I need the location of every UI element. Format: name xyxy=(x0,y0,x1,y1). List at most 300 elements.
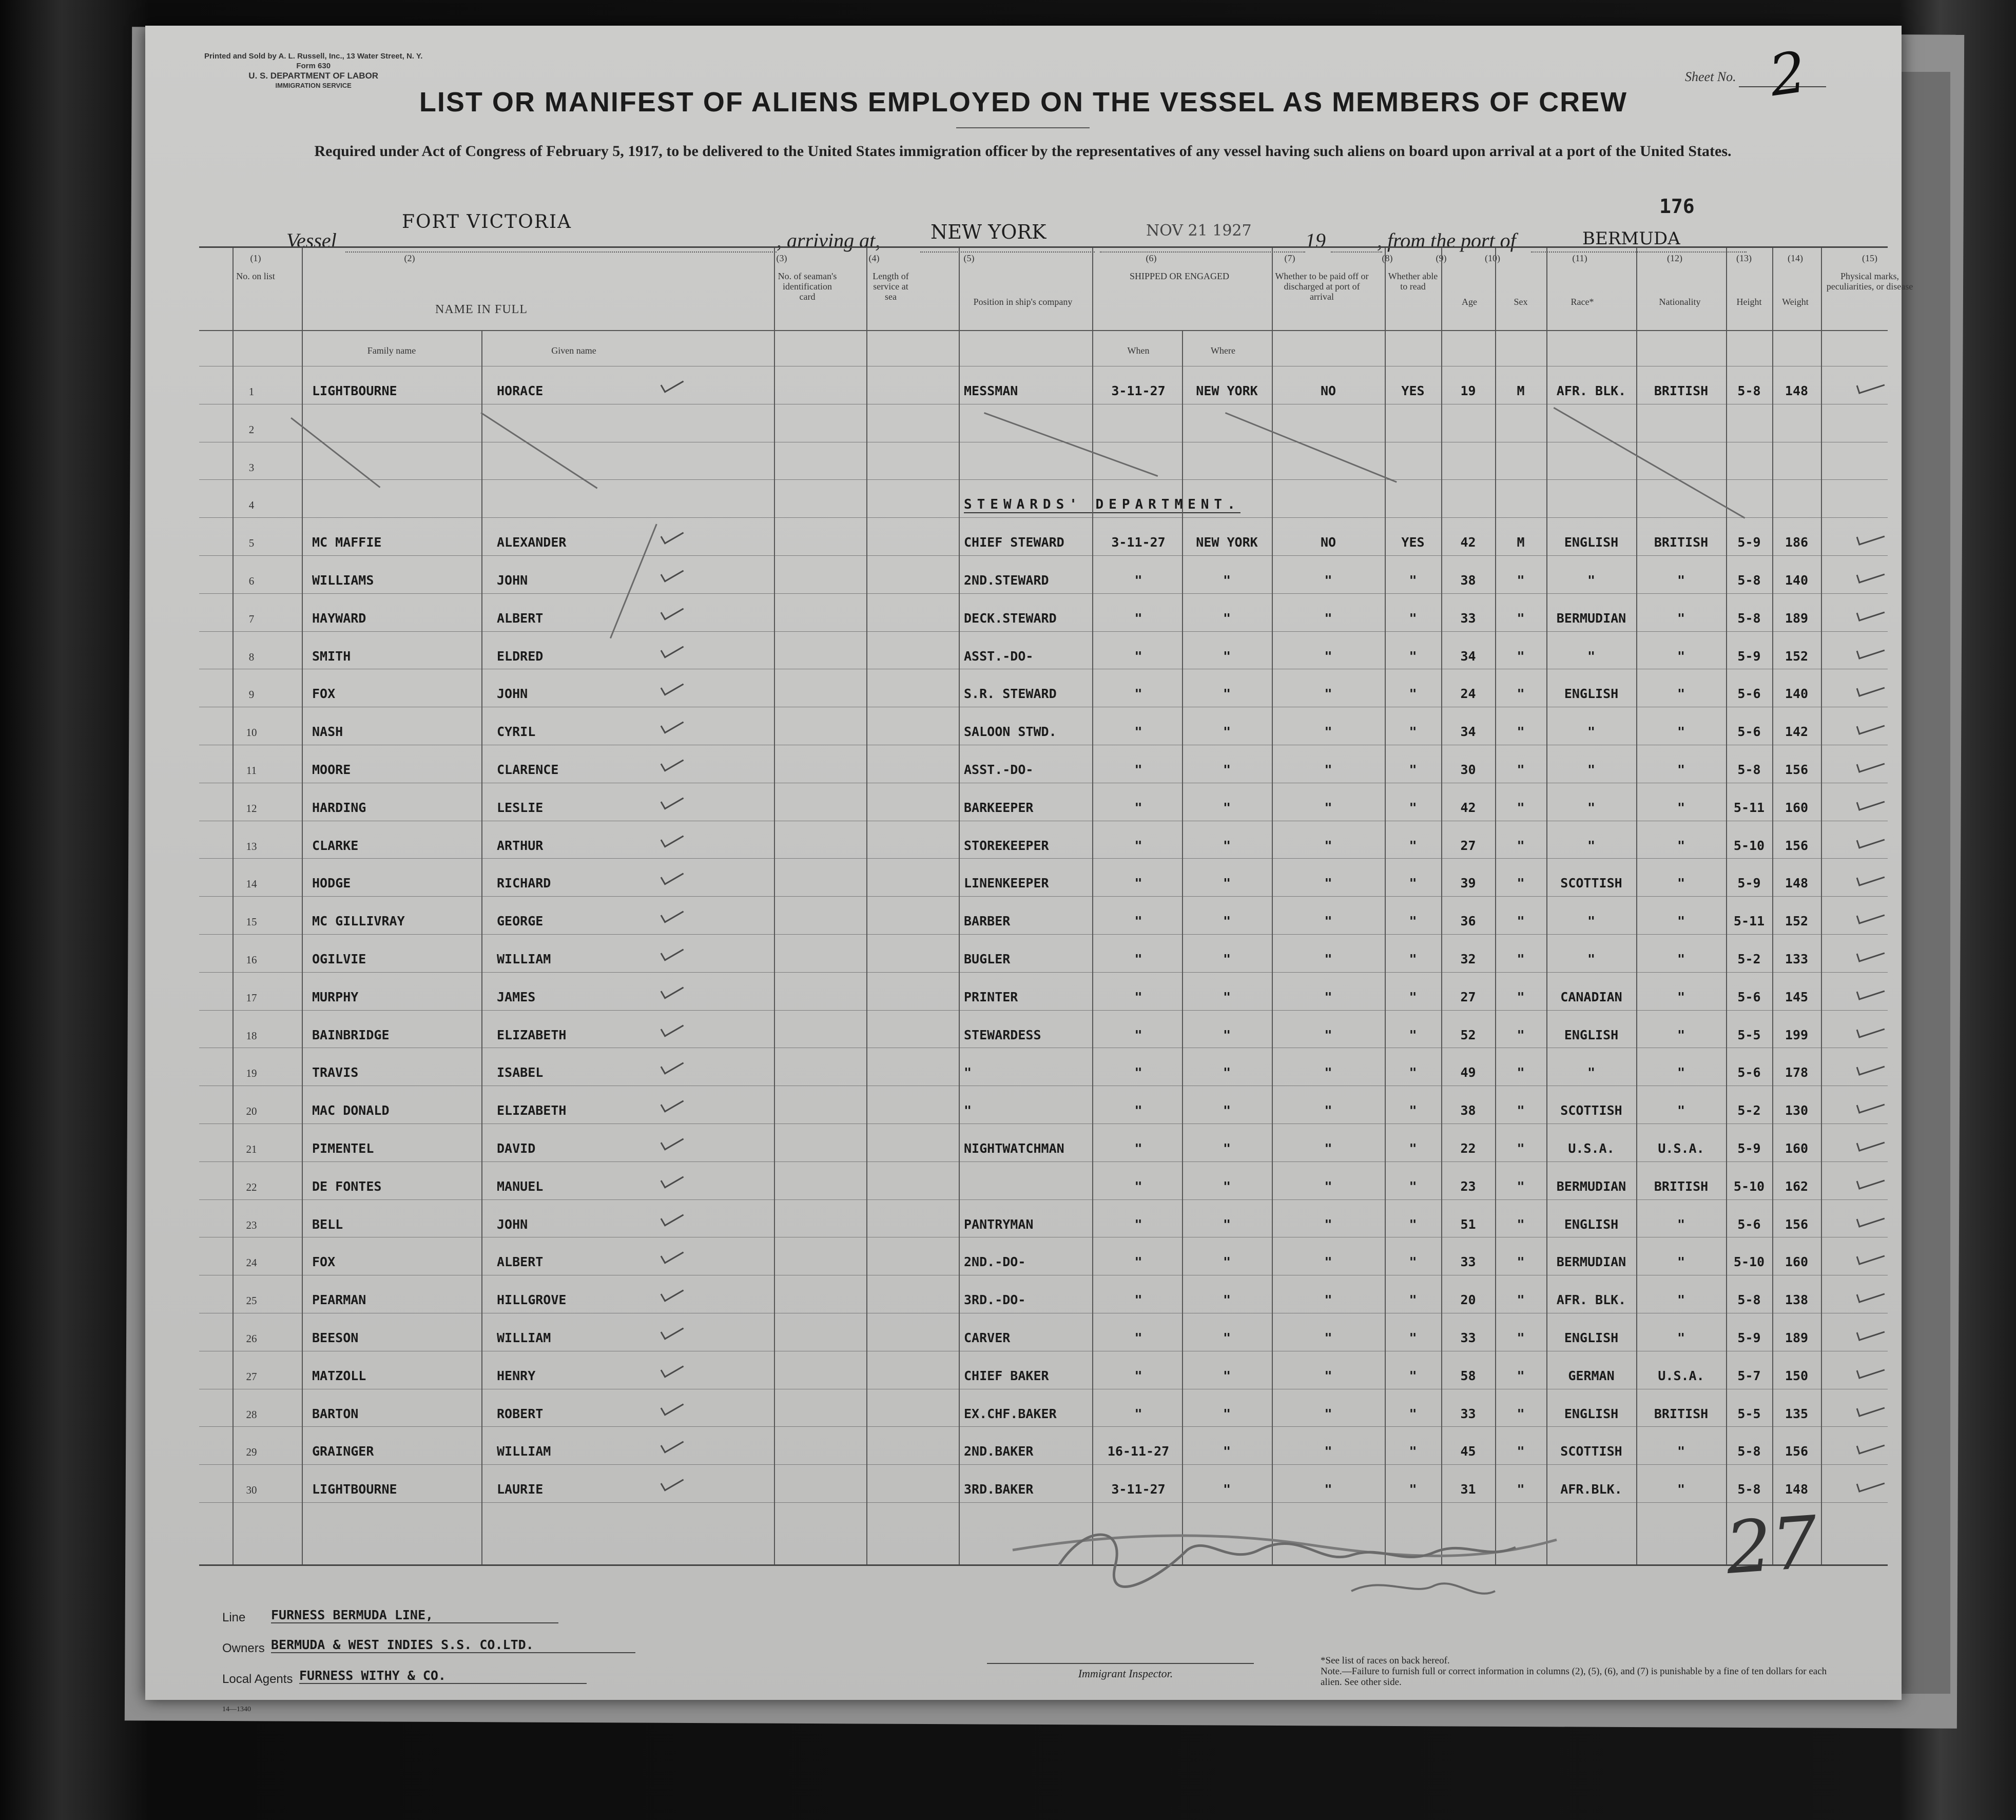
column-rule xyxy=(1546,248,1547,1564)
height-cell: 5-9 xyxy=(1737,648,1761,664)
paid-off-cell: " xyxy=(1324,1482,1332,1497)
race-cell: ENGLISH xyxy=(1564,1027,1619,1042)
weight-cell: 156 xyxy=(1785,1444,1809,1459)
race-cell: BERMUDIAN xyxy=(1556,1254,1626,1270)
column-rule xyxy=(1495,248,1496,1564)
age-cell: 31 xyxy=(1460,1482,1476,1497)
age-cell: 52 xyxy=(1460,1027,1476,1042)
race-cell: AFR. BLK. xyxy=(1556,1292,1626,1308)
shipped-where-cell: " xyxy=(1223,876,1231,891)
shipped-where-cell: " xyxy=(1223,1482,1231,1497)
row-number: 29 xyxy=(246,1446,257,1459)
position-cell: 2ND.STEWARD xyxy=(964,573,1049,588)
shipped-when-cell: " xyxy=(1134,952,1142,966)
from-port: BERMUDA xyxy=(1582,228,1680,249)
shipped-where-cell: " xyxy=(1223,573,1231,588)
family-name-cell: LIGHTBOURNE xyxy=(312,1482,397,1497)
nationality-cell: BRITISH xyxy=(1654,383,1709,398)
nationality-cell: " xyxy=(1677,648,1685,664)
column-rule xyxy=(866,248,867,1564)
checkmark-icon xyxy=(661,1170,684,1188)
weight-cell: 189 xyxy=(1785,610,1809,626)
weight-cell: 135 xyxy=(1785,1406,1809,1421)
height-cell: 5-6 xyxy=(1737,724,1761,740)
sex-cell: " xyxy=(1517,1482,1525,1497)
paid-off-cell: " xyxy=(1324,1444,1332,1459)
family-name-cell: BEESON xyxy=(312,1330,359,1345)
checkmark-icon xyxy=(1856,718,1885,735)
height-cell: 5-8 xyxy=(1737,383,1761,398)
paid-off-cell: " xyxy=(1324,1141,1332,1156)
pencil-stroke xyxy=(1554,407,1746,519)
checkmark-icon xyxy=(661,1435,684,1454)
inspector-signature xyxy=(992,1504,1608,1637)
height-cell: 5-8 xyxy=(1737,1292,1761,1308)
nationality-cell: " xyxy=(1677,876,1685,891)
family-name-cell: GRAINGER xyxy=(312,1444,374,1459)
checkmark-icon xyxy=(661,905,684,923)
pencil-stroke xyxy=(480,412,597,489)
sex-cell: " xyxy=(1517,838,1525,853)
title-rule xyxy=(956,127,1090,128)
height-cell: 5-9 xyxy=(1737,535,1761,550)
age-cell: 33 xyxy=(1460,1406,1476,1421)
paid-off-cell: " xyxy=(1324,1368,1332,1383)
column-header-when: When xyxy=(1127,345,1150,356)
shipped-when-cell: " xyxy=(1134,686,1142,702)
shipped-where-cell: " xyxy=(1223,686,1231,702)
checkmark-icon xyxy=(661,715,684,734)
nationality-cell: " xyxy=(1677,1482,1685,1497)
position-cell: ASST.-DO- xyxy=(964,648,1034,664)
vessel-name: FORT VICTORIA xyxy=(402,211,572,233)
row-rule xyxy=(199,1161,1888,1162)
given-name-cell: JOHN xyxy=(497,573,528,588)
column-header-nationality: Nationality xyxy=(1659,297,1701,307)
row-number: 25 xyxy=(246,1294,257,1307)
position-cell: " xyxy=(964,1065,972,1080)
shipped-when-cell: " xyxy=(1134,573,1142,588)
height-cell: 5-8 xyxy=(1737,1482,1761,1497)
paid-off-cell: " xyxy=(1324,610,1332,626)
height-cell: 5-6 xyxy=(1737,989,1761,1004)
sex-cell: " xyxy=(1517,914,1525,929)
family-name-cell: OGILVIE xyxy=(312,952,366,966)
race-cell: ENGLISH xyxy=(1564,535,1619,550)
checkmark-icon xyxy=(1856,1059,1885,1076)
row-rule xyxy=(199,555,1888,556)
nationality-cell: " xyxy=(1677,952,1685,966)
shipped-when-cell: " xyxy=(1134,914,1142,929)
column-number: (13) xyxy=(1736,253,1752,263)
weight-cell: 140 xyxy=(1785,686,1809,702)
shipped-where-cell: " xyxy=(1223,648,1231,664)
given-name-cell: JOHN xyxy=(497,1216,528,1232)
age-cell: 33 xyxy=(1460,1254,1476,1270)
checkmark-icon xyxy=(1856,983,1885,1000)
checkmark-icon xyxy=(1856,794,1885,811)
paid-off-cell: " xyxy=(1324,914,1332,929)
age-cell: 33 xyxy=(1460,1330,1476,1345)
column-number: (7) xyxy=(1284,253,1295,263)
checkmark-icon xyxy=(1856,1286,1885,1303)
age-cell: 20 xyxy=(1460,1292,1476,1308)
able-read-cell: " xyxy=(1409,1482,1417,1497)
race-cell: AFR.BLK. xyxy=(1560,1482,1622,1497)
sex-cell: " xyxy=(1517,1330,1525,1345)
row-number: 13 xyxy=(246,840,257,853)
position-cell: NIGHTWATCHMAN xyxy=(964,1141,1064,1156)
height-cell: 5-5 xyxy=(1737,1406,1761,1421)
age-cell: 32 xyxy=(1460,952,1476,966)
sex-cell: " xyxy=(1517,610,1525,626)
sex-cell: " xyxy=(1517,1368,1525,1383)
given-name-cell: MANUEL xyxy=(497,1178,544,1194)
sex-cell: " xyxy=(1517,648,1525,664)
pencil-stroke xyxy=(1225,412,1397,483)
given-name-cell: LAURIE xyxy=(497,1482,544,1497)
height-cell: 5-9 xyxy=(1737,1141,1761,1156)
column-rule xyxy=(1385,248,1386,1564)
shipped-where-cell: NEW YORK xyxy=(1196,535,1258,550)
sex-cell: " xyxy=(1517,1444,1525,1459)
race-cell: SCOTTISH xyxy=(1560,876,1622,891)
age-cell: 45 xyxy=(1460,1444,1476,1459)
weight-cell: 138 xyxy=(1785,1292,1809,1308)
weight-cell: 142 xyxy=(1785,724,1809,740)
nationality-cell: " xyxy=(1677,686,1685,702)
row-rule xyxy=(199,1199,1888,1200)
row-number: 19 xyxy=(246,1067,257,1080)
row-number: 23 xyxy=(246,1218,257,1231)
paid-off-cell: NO xyxy=(1320,383,1336,398)
age-cell: 58 xyxy=(1460,1368,1476,1383)
column-rule xyxy=(774,248,775,1564)
position-cell: SALOON STWD. xyxy=(964,724,1057,740)
row-number: 30 xyxy=(246,1484,257,1497)
column-header-height: Height xyxy=(1736,297,1762,307)
race-cell: SCOTTISH xyxy=(1560,1444,1622,1459)
height-cell: 5-7 xyxy=(1737,1368,1761,1383)
age-cell: 27 xyxy=(1460,838,1476,853)
able-read-cell: " xyxy=(1409,1216,1417,1232)
shipped-where-cell: " xyxy=(1223,1444,1231,1459)
family-name-cell: NASH xyxy=(312,724,343,740)
column-header-family: Family name xyxy=(367,345,416,356)
sex-cell: M xyxy=(1517,383,1525,398)
checkmark-icon xyxy=(661,1018,684,1037)
races-note: *See list of races on back hereof. xyxy=(1321,1655,1450,1666)
shipped-where-cell: " xyxy=(1223,1330,1231,1345)
given-name-cell: WILLIAM xyxy=(497,952,551,966)
column-number: (4) xyxy=(868,253,880,263)
sex-cell: " xyxy=(1517,1027,1525,1042)
shipped-where-cell: " xyxy=(1223,800,1231,815)
owners-label: Owners xyxy=(222,1641,265,1655)
paid-off-cell: " xyxy=(1324,573,1332,588)
family-name-cell: MATZOLL xyxy=(312,1368,366,1383)
able-read-cell: " xyxy=(1409,1406,1417,1421)
weight-cell: 178 xyxy=(1785,1065,1809,1080)
shipped-where-cell: " xyxy=(1223,1103,1231,1118)
able-read-cell: " xyxy=(1409,573,1417,588)
column-rule xyxy=(1092,248,1093,1564)
race-cell: SCOTTISH xyxy=(1560,1103,1622,1118)
weight-cell: 152 xyxy=(1785,648,1809,664)
race-cell: BERMUDIAN xyxy=(1556,1178,1626,1194)
age-cell: 36 xyxy=(1460,914,1476,929)
form-number: Form 630 xyxy=(296,62,331,70)
checkmark-icon xyxy=(1856,1438,1885,1455)
age-cell: 39 xyxy=(1460,876,1476,891)
checkmark-icon xyxy=(661,1284,684,1302)
checkmark-icon xyxy=(1856,643,1885,660)
nationality-cell: U.S.A. xyxy=(1658,1141,1704,1156)
able-read-cell: YES xyxy=(1401,383,1425,398)
able-read-cell: " xyxy=(1409,1027,1417,1042)
paid-off-cell: " xyxy=(1324,989,1332,1004)
weight-cell: 148 xyxy=(1785,1482,1809,1497)
given-name-cell: GEORGE xyxy=(497,914,544,929)
row-number: 26 xyxy=(246,1332,257,1345)
position-cell: LINENKEEPER xyxy=(964,876,1049,891)
checkmark-icon xyxy=(661,980,684,999)
row-number: 14 xyxy=(246,878,257,890)
shipped-where-cell: " xyxy=(1223,1141,1231,1156)
height-cell: 5-2 xyxy=(1737,1103,1761,1118)
shipped-when-cell: " xyxy=(1134,762,1142,777)
position-cell: " xyxy=(964,1103,972,1118)
checkmark-icon xyxy=(661,1132,684,1150)
checkmark-icon xyxy=(661,942,684,961)
row-number: 2 xyxy=(248,423,255,436)
family-name-cell: MC GILLIVRAY xyxy=(312,914,405,929)
checkmark-icon xyxy=(1856,529,1885,546)
row-number: 10 xyxy=(246,726,257,739)
able-read-cell: " xyxy=(1409,724,1417,740)
checkmark-icon xyxy=(661,526,684,545)
row-number: 4 xyxy=(248,499,255,512)
row-rule xyxy=(199,1464,1888,1465)
shipped-where-cell: " xyxy=(1223,838,1231,853)
shipped-where-cell: " xyxy=(1223,914,1231,929)
given-name-cell: JAMES xyxy=(497,989,536,1004)
checkmark-icon xyxy=(661,753,684,771)
nationality-cell: " xyxy=(1677,800,1685,815)
column-rule xyxy=(959,248,960,1564)
able-read-cell: " xyxy=(1409,1330,1417,1345)
form-title: LIST OR MANIFEST OF ALIENS EMPLOYED ON THE VESSEL AS MEMBERS OF CREW xyxy=(419,87,1628,118)
shipped-where-cell: " xyxy=(1223,610,1231,626)
checkmark-icon xyxy=(661,867,684,885)
nationality-cell: " xyxy=(1677,914,1685,929)
race-cell: " xyxy=(1587,914,1596,929)
paid-off-cell: " xyxy=(1324,762,1332,777)
able-read-cell: " xyxy=(1409,1141,1417,1156)
race-cell: " xyxy=(1587,1065,1596,1080)
family-name-cell: BAINBRIDGE xyxy=(312,1027,390,1042)
column-number: (9) xyxy=(1436,253,1447,263)
race-cell: " xyxy=(1587,648,1596,664)
line-label: Line xyxy=(222,1611,246,1624)
nationality-cell: " xyxy=(1677,724,1685,740)
position-cell: 2ND.BAKER xyxy=(964,1444,1034,1459)
column-header-sex: Sex xyxy=(1514,297,1528,307)
position-cell: CHIEF BAKER xyxy=(964,1368,1049,1383)
height-cell: 5-11 xyxy=(1733,914,1765,929)
given-name-cell: ELDRED xyxy=(497,648,544,664)
shipped-when-cell: 3-11-27 xyxy=(1111,383,1166,398)
checkmark-icon xyxy=(1856,567,1885,584)
column-number: (8) xyxy=(1382,253,1393,263)
checkmark-icon xyxy=(661,1246,684,1264)
row-number: 17 xyxy=(246,991,257,1004)
race-cell: " xyxy=(1587,573,1596,588)
checkmark-icon xyxy=(661,1056,684,1075)
local-agents-label: Local Agents xyxy=(222,1672,293,1686)
position-cell: BUGLER xyxy=(964,952,1011,966)
weight-cell: 148 xyxy=(1785,876,1809,891)
paid-off-cell: " xyxy=(1324,1065,1332,1080)
given-name-cell: ARTHUR xyxy=(497,838,544,853)
able-read-cell: " xyxy=(1409,686,1417,702)
row-number: 28 xyxy=(246,1408,257,1421)
able-read-cell: " xyxy=(1409,1292,1417,1308)
column-number: (14) xyxy=(1788,253,1803,263)
column-header-paid-off: Whether to be paid off or discharged at port of arrival xyxy=(1275,271,1369,302)
weight-cell: 156 xyxy=(1785,838,1809,853)
position-cell: PANTRYMAN xyxy=(964,1216,1034,1232)
row-number: 21 xyxy=(246,1143,257,1155)
checkmark-icon xyxy=(1856,1400,1885,1417)
owners: BERMUDA & WEST INDIES S.S. CO.LTD. xyxy=(271,1637,635,1653)
given-name-cell: CYRIL xyxy=(497,724,536,740)
paid-off-cell: " xyxy=(1324,1027,1332,1042)
family-name-cell: MC MAFFIE xyxy=(312,535,382,550)
handwritten-total: 27 xyxy=(1723,1500,1820,1591)
age-cell: 42 xyxy=(1460,800,1476,815)
checkmark-icon xyxy=(1856,1097,1885,1114)
local-agents: FURNESS WITHY & CO. xyxy=(299,1668,587,1684)
sex-cell: " xyxy=(1517,1141,1525,1156)
checkmark-icon xyxy=(1856,1249,1885,1266)
checkmark-icon xyxy=(1856,756,1885,773)
header-rule xyxy=(199,330,1888,331)
row-number: 27 xyxy=(246,1370,257,1383)
age-cell: 51 xyxy=(1460,1216,1476,1232)
given-name-cell: ISABEL xyxy=(497,1065,544,1080)
able-read-cell: " xyxy=(1409,876,1417,891)
shipped-where-cell: " xyxy=(1223,762,1231,777)
position-cell: BARBER xyxy=(964,914,1011,929)
given-name-cell: ALBERT xyxy=(497,610,544,626)
column-number: (2) xyxy=(404,253,415,263)
shipped-when-cell: " xyxy=(1134,1178,1142,1194)
column-rule xyxy=(1821,248,1822,1564)
column-header-id-card: No. of seaman's identification card xyxy=(778,271,837,302)
able-read-cell: " xyxy=(1409,989,1417,1004)
paid-off-cell: " xyxy=(1324,800,1332,815)
shipped-when-cell: " xyxy=(1134,724,1142,740)
sex-cell: " xyxy=(1517,1178,1525,1194)
year-label: 19 xyxy=(1305,229,1326,252)
row-number: 18 xyxy=(246,1029,257,1042)
shipped-where-cell: " xyxy=(1223,989,1231,1004)
checkmark-icon xyxy=(661,1321,684,1340)
weight-cell: 189 xyxy=(1785,1330,1809,1345)
family-name-cell: MAC DONALD xyxy=(312,1103,390,1118)
given-name-cell: LESLIE xyxy=(497,800,544,815)
height-cell: 5-9 xyxy=(1737,1330,1761,1345)
position-cell: CHIEF STEWARD xyxy=(964,535,1064,550)
shipped-when-cell: " xyxy=(1134,648,1142,664)
column-header-race: Race* xyxy=(1571,297,1594,307)
column-header-weight: Weight xyxy=(1782,297,1809,307)
sex-cell: " xyxy=(1517,1254,1525,1270)
nationality-cell: BRITISH xyxy=(1654,1406,1709,1421)
able-read-cell: " xyxy=(1409,1103,1417,1118)
row-rule xyxy=(199,1502,1888,1503)
column-rule xyxy=(302,248,303,1564)
shipped-where-cell: " xyxy=(1223,1368,1231,1383)
weight-cell: 150 xyxy=(1785,1368,1809,1383)
age-cell: 30 xyxy=(1460,762,1476,777)
column-number: (3) xyxy=(776,253,787,263)
race-cell: GERMAN xyxy=(1568,1368,1615,1383)
weight-cell: 162 xyxy=(1785,1178,1809,1194)
checkmark-icon xyxy=(1856,681,1885,698)
position-cell: S.R. STEWARD xyxy=(964,686,1057,702)
checkmark-icon xyxy=(661,791,684,809)
column-number: (15) xyxy=(1862,253,1877,263)
shipped-when-cell: " xyxy=(1134,1254,1142,1270)
height-cell: 5-6 xyxy=(1737,1216,1761,1232)
checkmark-icon xyxy=(1856,605,1885,622)
nationality-cell: " xyxy=(1677,989,1685,1004)
nationality-cell: " xyxy=(1677,1330,1685,1345)
given-name-cell: DAVID xyxy=(497,1141,536,1156)
height-cell: 5-10 xyxy=(1733,1254,1765,1270)
family-name-cell: HAYWARD xyxy=(312,610,366,626)
position-cell: 3RD.BAKER xyxy=(964,1482,1034,1497)
given-name-cell: ELIZABETH xyxy=(497,1103,567,1118)
age-cell: 19 xyxy=(1460,383,1476,398)
steamship-line: FURNESS BERMUDA LINE, xyxy=(271,1608,558,1623)
able-read-cell: " xyxy=(1409,1178,1417,1194)
nationality-cell: " xyxy=(1677,1292,1685,1308)
sex-cell: M xyxy=(1517,535,1525,550)
given-name-cell: RICHARD xyxy=(497,876,551,891)
shipped-when-cell: 3-11-27 xyxy=(1111,1482,1166,1497)
column-number: (12) xyxy=(1667,253,1682,263)
row-number: 16 xyxy=(246,954,257,966)
shipped-where-cell: " xyxy=(1223,1406,1231,1421)
checkmark-icon xyxy=(661,564,684,582)
checkmark-icon xyxy=(661,1359,684,1378)
position-cell: 2ND.-DO- xyxy=(964,1254,1026,1270)
sheet-number: 2 xyxy=(1765,38,1810,109)
paid-off-cell: " xyxy=(1324,876,1332,891)
row-number: 11 xyxy=(246,764,257,777)
sex-cell: " xyxy=(1517,1065,1525,1080)
row-rule xyxy=(199,593,1888,594)
position-cell: STEWARDESS xyxy=(964,1027,1041,1042)
row-number: 9 xyxy=(248,688,255,701)
shipped-where-cell: " xyxy=(1223,1065,1231,1080)
service-name: IMMIGRATION SERVICE xyxy=(275,82,352,89)
column-header-where: Where xyxy=(1211,345,1235,356)
checkmark-icon xyxy=(1856,1362,1885,1379)
